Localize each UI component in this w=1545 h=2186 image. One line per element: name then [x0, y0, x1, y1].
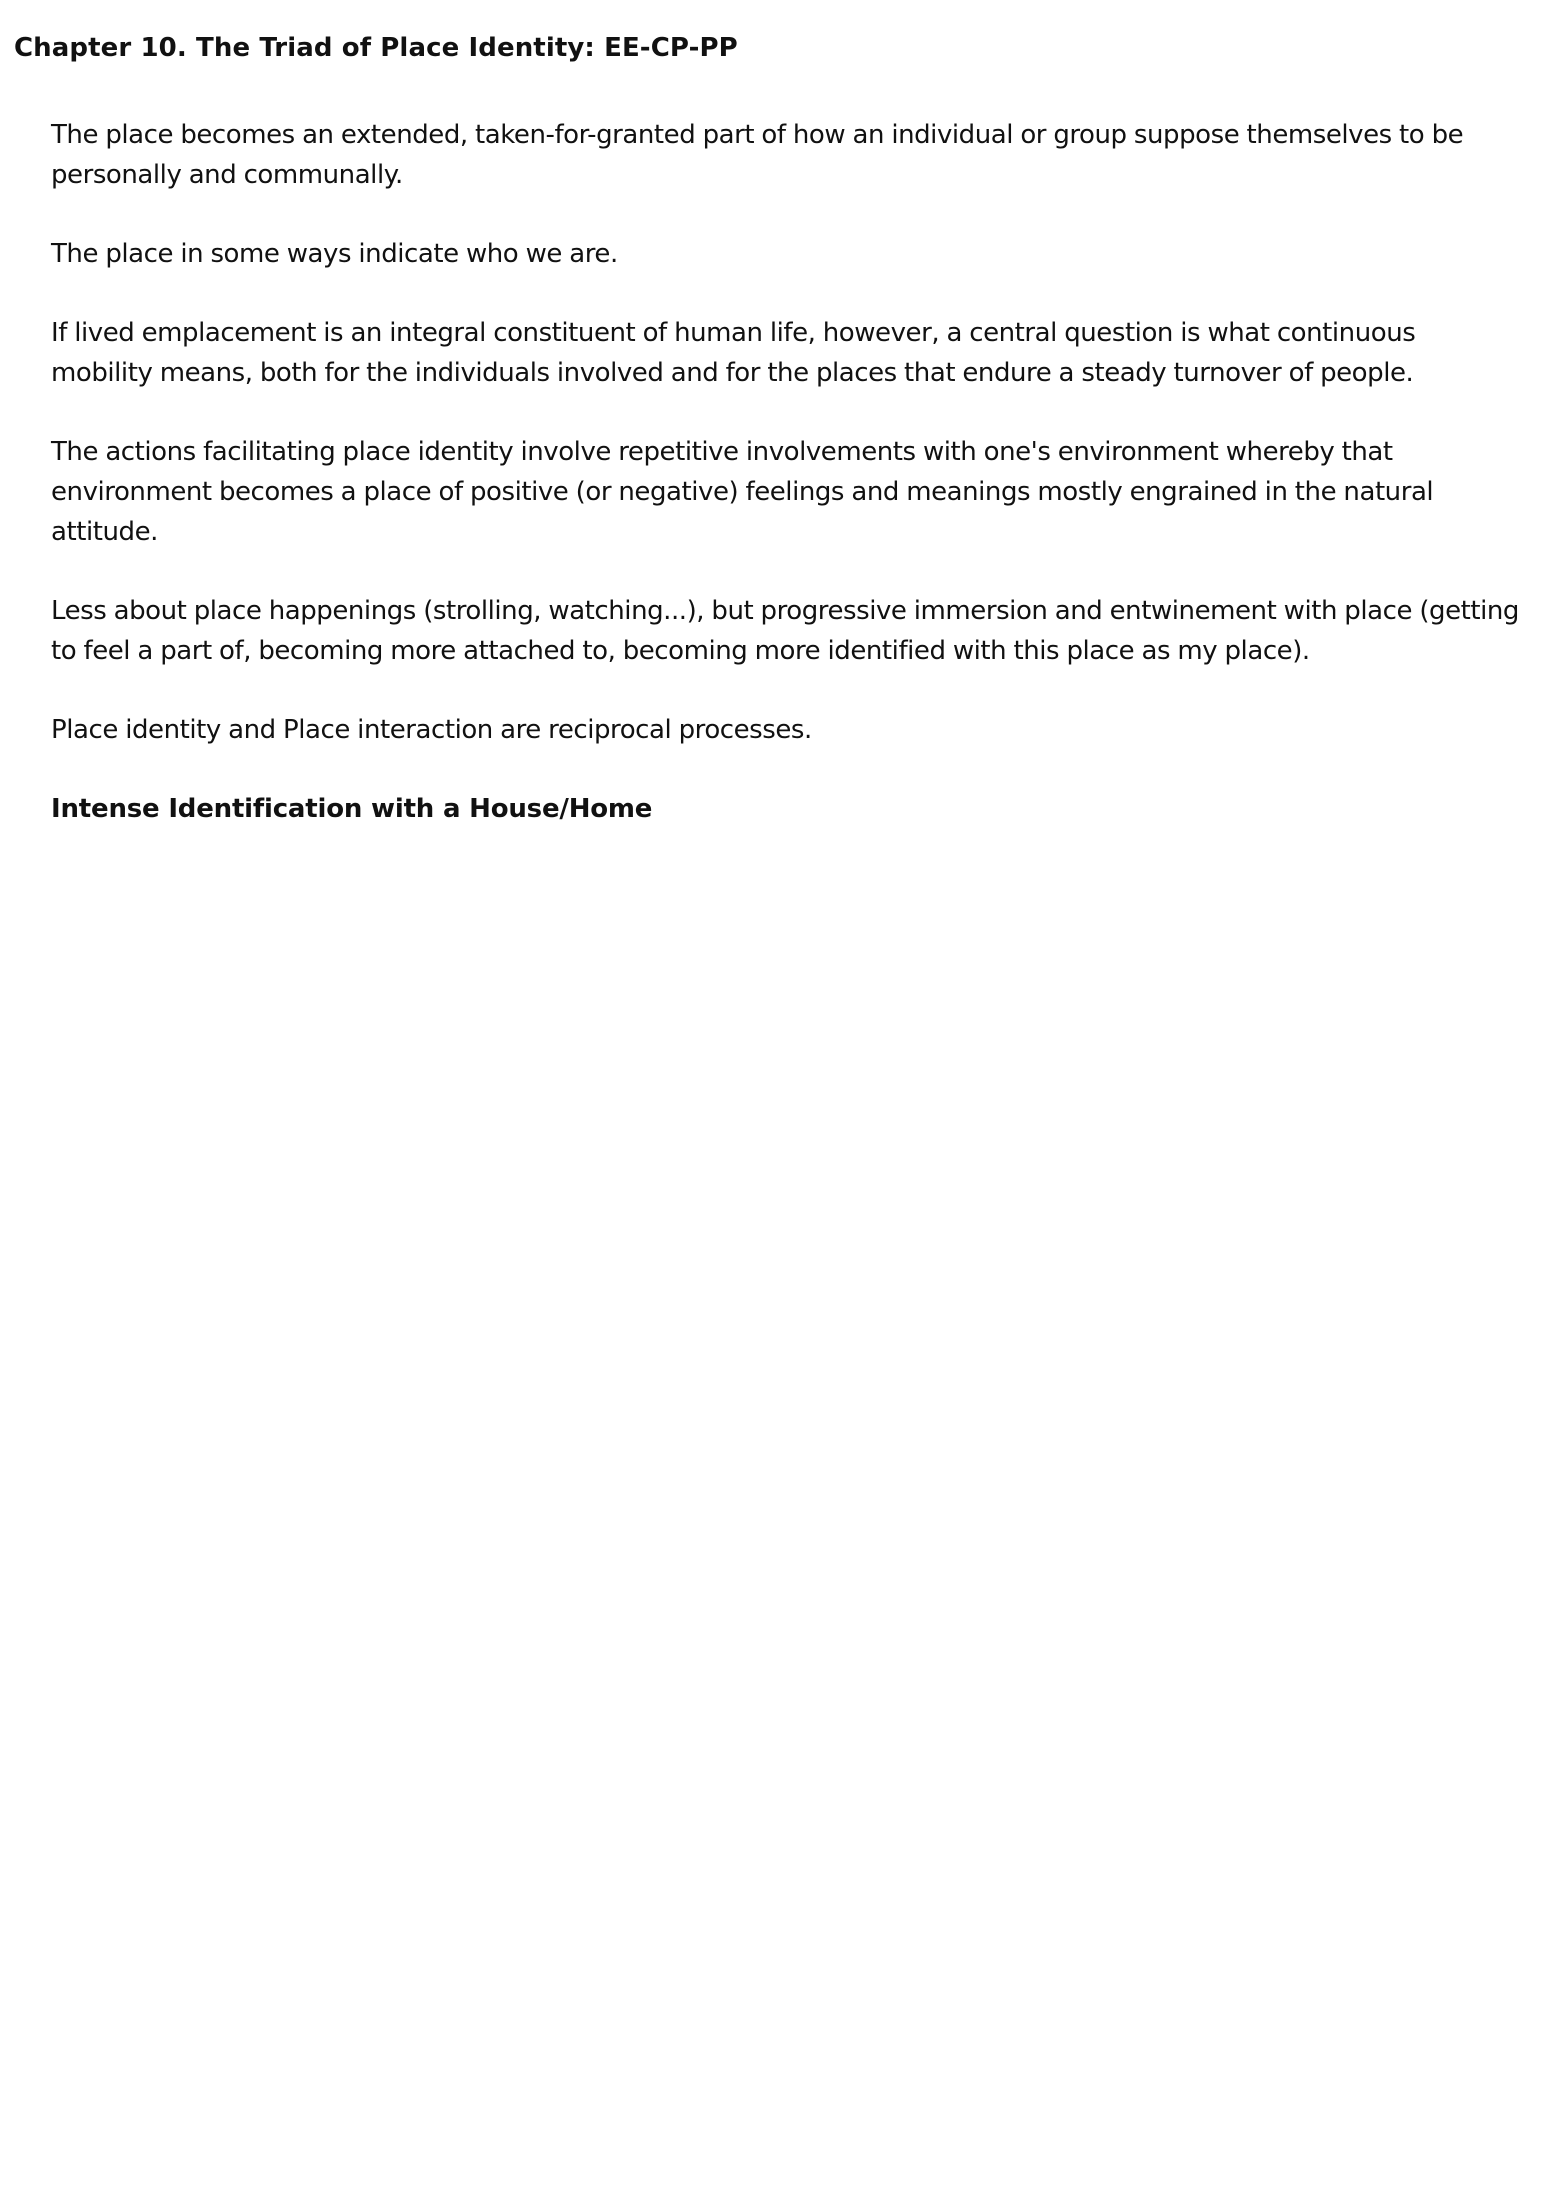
paragraph-place-indicates-who: The place in some ways indicate who we are. — [51, 239, 618, 269]
document-body — [51, 115, 1521, 829]
paragraph-actions-facilitating: The actions facilitating place identity involve repetitive involvements with one's environment whereby that environment becomes a place of positive (or negative) feelings and meanings mostly engrained in the natural attitude. — [51, 437, 1434, 547]
paragraph-place-extended-part: The place becomes an extended, taken-for-granted part of how an individual or group suppose themselves to be personally and communally. — [51, 120, 1464, 190]
paragraph-lived-emplacement: If lived emplacement is an integral constituent of human life, however, a central question is what continuous mobility means, both for the individuals involved and for the places that endure a steady turnover of people. — [51, 318, 1416, 388]
chapter-title: Chapter 10. The Triad of Place Identity: EE-CP-PP — [14, 33, 738, 63]
subheading-house-home: Intense Identification with a House/Home — [51, 794, 653, 824]
paragraph-place-happenings: Less about place happenings (strolling, watching...), but progressive immersion and entwinement with place (getting to feel a part of, becoming more attached to, becoming more identified with this place as my place). — [51, 596, 1519, 666]
paragraph-reciprocal-processes: Place identity and Place interaction are reciprocal processes. — [51, 715, 812, 745]
